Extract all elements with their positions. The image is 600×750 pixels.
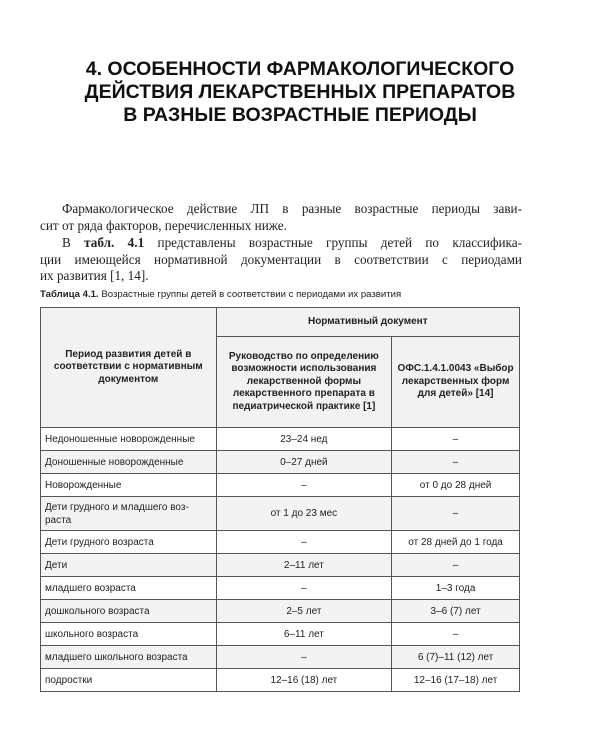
cell-ofs-value: от 0 до 28 дней — [392, 474, 520, 497]
cell-ofs-value: от 28 дней до 1 года — [392, 531, 520, 554]
table-header-row-1 — [41, 308, 520, 337]
table-row — [41, 451, 520, 474]
cell-period: Новорожденные — [41, 474, 217, 497]
table-row — [41, 623, 520, 646]
cell-period: Дети грудного и младшего воз-раста — [41, 497, 217, 531]
table-caption-text: Возрастные группы детей в соответствии с периодами их развития — [101, 289, 402, 300]
cell-guideline-value: – — [216, 577, 392, 600]
paragraph-1-line-2: сит от ряда факторов, перечисленных ниже. — [40, 217, 287, 233]
heading-line-1: 4. ОСОБЕННОСТИ ФАРМАКОЛОГИЧЕСКОГО — [85, 58, 515, 80]
cell-period: младшего возраста — [41, 577, 217, 600]
cell-guideline-value: 2–11 лет — [216, 554, 392, 577]
cell-guideline-value: 0–27 дней — [216, 451, 392, 474]
cell-ofs-value: 3–6 (7) лет — [392, 600, 520, 623]
heading-line-3: В РАЗНЫЕ ВОЗРАСТНЫЕ ПЕРИОДЫ — [123, 104, 477, 126]
chapter-heading — [40, 58, 560, 127]
age-groups-table — [40, 307, 520, 692]
cell-ofs-value: – — [392, 497, 520, 531]
table-reference-link[interactable]: табл. 4.1 — [84, 235, 145, 250]
cell-ofs-value: – — [392, 623, 520, 646]
header-ofs: ОФС.1.4.1.0043 «Выбор лекарственных форм для детей» [14] — [392, 337, 520, 428]
cell-guideline-value: 12–16 (18) лет — [216, 669, 392, 692]
cell-period: дошкольного возраста — [41, 600, 217, 623]
cell-ofs-value: – — [392, 428, 520, 451]
paragraph-2-line-3: их развития [1, 14]. — [40, 268, 149, 283]
cell-guideline-value: – — [216, 474, 392, 497]
cell-guideline-value: 6–11 лет — [216, 623, 392, 646]
cell-guideline-value: 23–24 нед — [216, 428, 392, 451]
table-row — [41, 600, 520, 623]
cell-period: Дети грудного возраста — [41, 531, 217, 554]
cell-period: Доношенные новорожденные — [41, 451, 217, 474]
cell-ofs-value: – — [392, 554, 520, 577]
table-row — [41, 669, 520, 692]
paragraph-2-line-2: ции имеющейся нормативной документации в соответствии с периодами — [40, 251, 522, 267]
paragraph-2 — [40, 235, 522, 285]
cell-ofs-value: – — [392, 451, 520, 474]
header-normative-document: Нормативный документ — [216, 308, 519, 337]
cell-period: Дети — [41, 554, 217, 577]
paragraph-2-line-1-rest: представлены возрастные группы детей по классифика- — [157, 235, 523, 250]
paragraph-1-line-1: Фармакологическое действие ЛП в разные возрастные периоды зави- — [62, 201, 522, 216]
cell-period: школьного возраста — [41, 623, 217, 646]
table-row — [41, 554, 520, 577]
paragraph-2-line-1 — [40, 235, 522, 252]
table-caption — [40, 289, 401, 300]
header-period: Период развития детей в соответствии с нормативным документом — [41, 308, 217, 428]
cell-guideline-value: – — [216, 531, 392, 554]
paragraph-2-lead: В — [62, 235, 71, 250]
table-caption-label: Таблица 4.1. — [40, 289, 99, 300]
cell-ofs-value: 1–3 года — [392, 577, 520, 600]
cell-period: Недоношенные новорожденные — [41, 428, 217, 451]
table-row — [41, 531, 520, 554]
cell-period: подростки — [41, 669, 217, 692]
table-row — [41, 577, 520, 600]
table-row — [41, 497, 520, 531]
paragraph-1 — [40, 201, 522, 234]
cell-guideline-value: – — [216, 646, 392, 669]
cell-ofs-value: 6 (7)–11 (12) лет — [392, 646, 520, 669]
table-row — [41, 646, 520, 669]
cell-period: младшего школьного возраста — [41, 646, 217, 669]
heading-line-2: ДЕЙСТВИЯ ЛЕКАРСТВЕННЫХ ПРЕПАРАТОВ — [84, 81, 516, 103]
table-row — [41, 428, 520, 451]
cell-guideline-value: 2–5 лет — [216, 600, 392, 623]
cell-guideline-value: от 1 до 23 мес — [216, 497, 392, 531]
table-row — [41, 474, 520, 497]
cell-ofs-value: 12–16 (17–18) лет — [392, 669, 520, 692]
header-guideline: Руководство по определению возможности использования лекарственной формы лекарственного препарата в педиатрической практике [1] — [216, 337, 392, 428]
